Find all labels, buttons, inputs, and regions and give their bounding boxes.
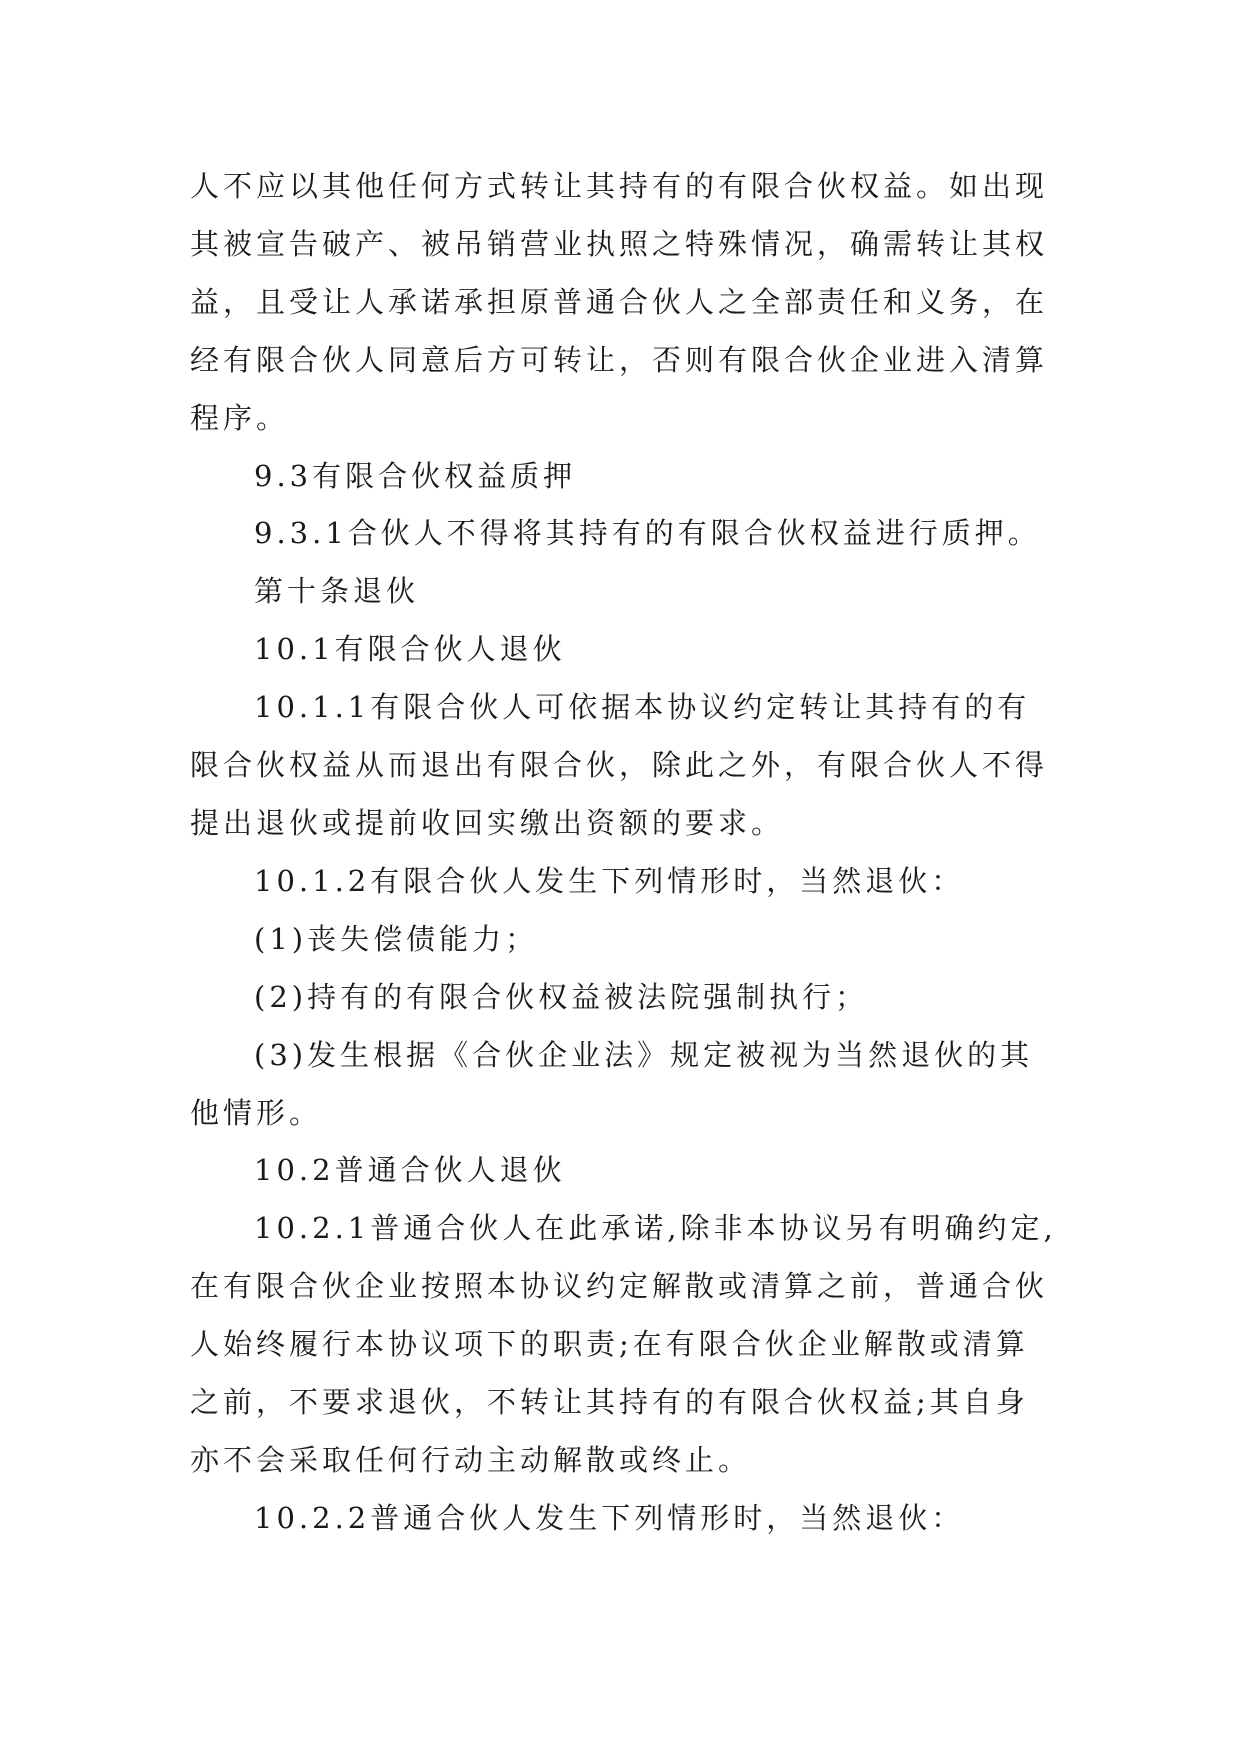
body-line: 其被宣告破产、被吊销营业执照之特殊情况，确需转让其权 <box>190 226 1049 261</box>
clause-line: 10.1.1有限合伙人可依据本协议约定转让其持有的有 <box>254 690 1031 725</box>
section-heading: 10.2普通合伙人退伙 <box>254 1153 566 1188</box>
section-heading: 9.3有限合伙权益质押 <box>254 458 577 493</box>
clause-line: 10.2.2普通合伙人发生下列情形时，当然退伙： <box>254 1500 965 1535</box>
list-item: (1)丧失偿债能力； <box>254 921 539 956</box>
body-line: 他情形。 <box>190 1095 323 1130</box>
body-line: 亦不会采取任何行动主动解散或终止。 <box>190 1442 752 1477</box>
body-line: 人不应以其他任何方式转让其持有的有限合伙权益。如出现 <box>190 169 1049 203</box>
body-line: 益，且受让人承诺承担原普通合伙人之全部责任和义务，在 <box>190 284 1049 319</box>
body-line: 在有限合伙企业按照本协议约定解散或清算之前，普通合伙 <box>190 1269 1049 1304</box>
document-body <box>190 158 1057 1548</box>
body-line: 经有限合伙人同意后方可转让，否则有限合伙企业进入清算 <box>190 342 1049 377</box>
list-item: (2)持有的有限合伙权益被法院强制执行； <box>254 979 869 1014</box>
body-line: 提出退伙或提前收回实缴出资额的要求。 <box>190 805 785 840</box>
body-line: 之前，不要求退伙，不转让其持有的有限合伙权益;其自身 <box>190 1385 1029 1420</box>
body-line: 人始终履行本协议项下的职责;在有限合伙企业解散或清算 <box>190 1327 1029 1362</box>
clause-line: 9.3.1合伙人不得将其持有的有限合伙权益进行质押。 <box>254 516 1041 551</box>
article-heading: 第十条退伙 <box>254 574 420 609</box>
clause-line: 10.2.1普通合伙人在此承诺,除非本协议另有明确约定, <box>254 1211 1057 1246</box>
section-heading: 10.1有限合伙人退伙 <box>254 632 566 667</box>
body-line: 程序。 <box>190 400 290 435</box>
body-line: 限合伙权益从而退出有限合伙，除此之外，有限合伙人不得 <box>190 748 1049 783</box>
clause-line: 10.1.2有限合伙人发生下列情形时，当然退伙： <box>254 863 965 898</box>
list-item: (3)发生根据《合伙企业法》规定被视为当然退伙的其 <box>254 1037 1034 1072</box>
